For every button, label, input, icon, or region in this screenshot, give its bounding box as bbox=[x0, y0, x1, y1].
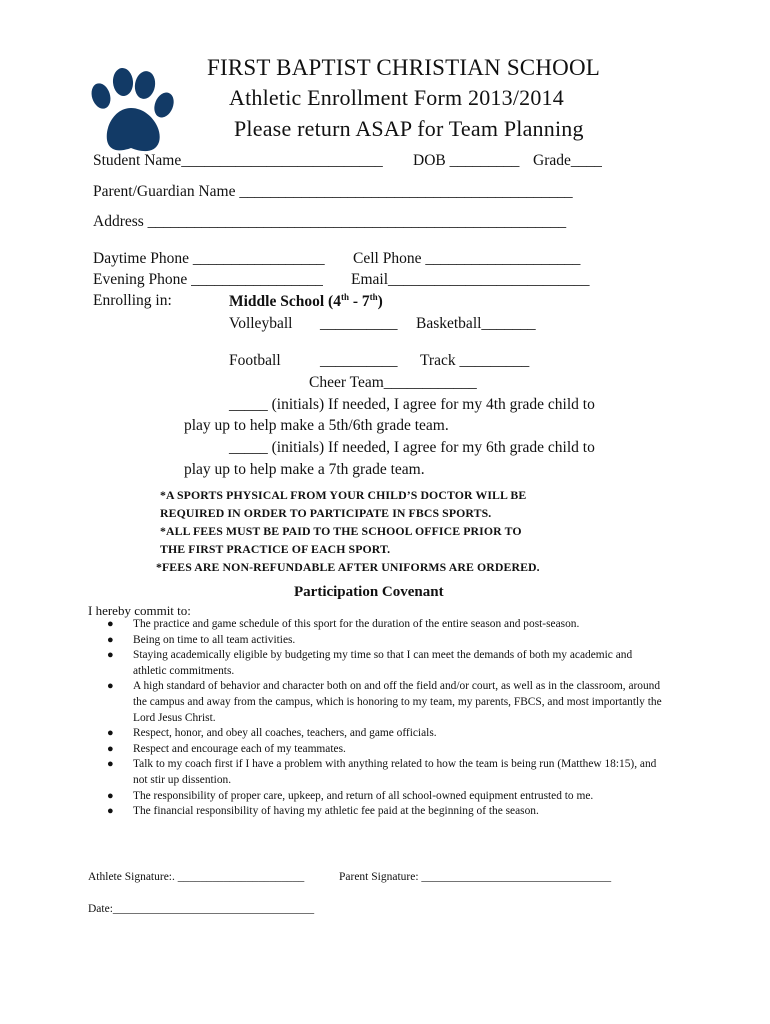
track-field[interactable]: Track _________ bbox=[420, 352, 530, 369]
notice-line: REQUIRED IN ORDER TO PARTICIPATE IN FBCS SPORTS. bbox=[160, 506, 492, 520]
football-label: Football bbox=[229, 352, 281, 369]
enrolling-label: Enrolling in: bbox=[93, 292, 172, 309]
evening-phone-field[interactable]: Evening Phone _________________ bbox=[93, 271, 323, 288]
notice-line: *ALL FEES MUST BE PAID TO THE SCHOOL OFFICE PRIOR TO bbox=[160, 524, 522, 538]
paw-print-icon bbox=[87, 68, 177, 158]
list-item: ● Talk to my coach first if I have a problem with anything related to how the team is being run (Matthew 18:15), and not stir up dissention. bbox=[107, 758, 657, 786]
volleyball-field[interactable]: __________ bbox=[320, 315, 398, 332]
initials-6th-line2: play up to help make a 7th grade team. bbox=[184, 461, 425, 478]
athlete-signature-field[interactable]: Athlete Signature:. ______________________ bbox=[88, 871, 305, 883]
cell-phone-field[interactable]: Cell Phone ____________________ bbox=[353, 250, 581, 267]
student-name-field[interactable]: Student Name__________________________ bbox=[93, 152, 383, 169]
bullet-icon: ● bbox=[107, 618, 114, 630]
bullet-icon: ● bbox=[107, 805, 114, 818]
bullet-icon: ● bbox=[107, 633, 114, 646]
daytime-phone-field[interactable]: Daytime Phone _________________ bbox=[93, 250, 325, 267]
middle-school-heading: Middle School (4th - 7th) bbox=[229, 292, 383, 311]
notice-line: THE FIRST PRACTICE OF EACH SPORT. bbox=[160, 542, 391, 556]
form-subtitle: Please return ASAP for Team Planning bbox=[234, 116, 584, 141]
list-item: ● The financial responsibility of having my athletic fee paid at the beginning of the season. bbox=[107, 804, 667, 820]
bullet-icon: ● bbox=[107, 649, 114, 662]
list-item: ● Staying academically eligible by budgeting my time so that I can meet the demands of both my academic and athletic commitments. bbox=[107, 649, 633, 677]
grade-field[interactable]: Grade____ bbox=[533, 152, 602, 169]
notice-line: *A SPORTS PHYSICAL FROM YOUR CHILD’S DOCTOR WILL BE bbox=[160, 488, 527, 502]
parent-signature-field[interactable]: Parent Signature: _________________________________ bbox=[339, 871, 612, 883]
initials-6th-line1[interactable]: _____ (initials) If needed, I agree for my 6th grade child to bbox=[229, 439, 595, 456]
parent-name-field[interactable]: Parent/Guardian Name ___________________________________________ bbox=[93, 183, 573, 200]
covenant-heading: Participation Covenant bbox=[294, 584, 444, 600]
football-field[interactable]: __________ bbox=[320, 352, 398, 369]
covenant-list bbox=[107, 617, 667, 820]
email-field[interactable]: Email__________________________ bbox=[351, 271, 590, 288]
address-field[interactable]: Address ______________________________________________________ bbox=[93, 213, 567, 230]
cheer-field[interactable]: Cheer Team____________ bbox=[309, 374, 477, 391]
school-name: FIRST BAPTIST CHRISTIAN SCHOOL bbox=[207, 55, 601, 80]
date-field[interactable]: Date:___________________________________ bbox=[88, 903, 315, 915]
dob-field[interactable]: DOB _________ bbox=[413, 152, 520, 169]
bullet-icon: ● bbox=[107, 680, 114, 693]
list-item: ● Being on time to all team activities. bbox=[107, 633, 667, 649]
bullet-icon: ● bbox=[107, 758, 114, 771]
covenant-intro: I hereby commit to: bbox=[88, 603, 191, 618]
volleyball-label: Volleyball bbox=[229, 315, 293, 332]
notice-line: *FEES ARE NON-REFUNDABLE AFTER UNIFORMS ARE ORDERED. bbox=[156, 560, 540, 574]
list-item: ● A high standard of behavior and character both on and off the field and/or court, as well as in the classroom, around the campus and away from the campus, which is honoring to my team, my parents, FBCS, and most importantly the Lord Jesus Christ. bbox=[107, 680, 662, 724]
bullet-icon: ● bbox=[107, 789, 114, 802]
form-title: Athletic Enrollment Form 2013/2014 bbox=[229, 85, 564, 110]
list-item: ● Respect, honor, and obey all coaches, teachers, and game officials. bbox=[107, 726, 667, 742]
bullet-icon: ● bbox=[107, 742, 114, 755]
bullet-icon: ● bbox=[107, 727, 114, 740]
basketball-field[interactable]: Basketball_______ bbox=[416, 315, 536, 332]
initials-4th-line1[interactable]: _____ (initials) If needed, I agree for my 4th grade child to bbox=[229, 396, 595, 413]
list-item: ● The practice and game schedule of this sport for the duration of the entire season and post-season. bbox=[107, 617, 667, 633]
initials-4th-line2: play up to help make a 5th/6th grade team. bbox=[184, 417, 449, 434]
list-item: ● Respect and encourage each of my teammates. bbox=[107, 742, 667, 758]
list-item: ● The responsibility of proper care, upkeep, and return of all school-owned equipment entrusted to me. bbox=[107, 789, 667, 805]
